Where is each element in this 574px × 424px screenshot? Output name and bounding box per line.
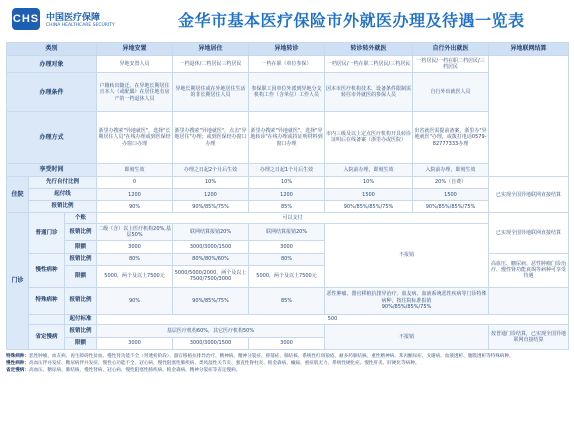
row-label: 报销比例 xyxy=(65,325,97,337)
col-network: 异地联网结算 xyxy=(489,43,569,56)
cell: 1200 xyxy=(249,189,325,201)
row-label: 个账 xyxy=(65,213,97,224)
row-label: 起付线 xyxy=(29,189,97,201)
col-referral: 转诊转外就医 xyxy=(325,43,413,56)
cell: 500 xyxy=(97,314,569,325)
cell: 80% xyxy=(249,253,325,265)
cell: 联网结算报销20% xyxy=(173,224,249,241)
row-label: 办理条件 xyxy=(7,73,97,112)
cell: 20%（自费） xyxy=(413,176,489,188)
cell-note: 高血压、糖尿病、恶性肿瘤门诊治疗、慢性肾功能衰竭等病种可享受待遇 xyxy=(489,253,569,287)
cell: 3000/3000/1500 xyxy=(173,337,249,349)
row-label: 报销比例 xyxy=(29,201,97,213)
cell: 3000 xyxy=(97,241,173,253)
footnotes xyxy=(6,353,568,374)
cell: 二级（含）以上医疗机构20%,基层50% xyxy=(97,224,173,241)
row-label: 慢性病种 xyxy=(29,253,65,287)
row-label: 办理对象 xyxy=(7,56,97,73)
note-text: 高血压伴并发症、糖尿病伴并发症、慢性心功能不全、冠心病、慢性阻塞性肺疾病、类风湿性关节炎、强直性脊柱炎、帕金森病、癫痫、重症肌无力、系统性硬化症、慢性肝炎、肝硬化等病种。 xyxy=(28,361,420,367)
table-row xyxy=(7,287,569,314)
cell: 90%/85%/75% xyxy=(173,201,249,213)
cell-empty xyxy=(489,287,569,314)
special-desc: 恶性肿瘤、器官移植抗排异治疗、血友病、血液系统恶性疾病等门诊特殊病种，按住院标准报销 xyxy=(326,291,487,304)
cell: 80% xyxy=(97,253,173,265)
note-special xyxy=(6,353,568,360)
cell: 3000 xyxy=(249,337,325,349)
row-label: 普通门诊 xyxy=(29,213,65,253)
cell: 一档居民/一档在职二档居民/三档居民 xyxy=(413,56,489,73)
cell: 参保职工因单位外派到异地分支机构工作（含单位）工作人员 xyxy=(249,73,325,112)
table-row xyxy=(7,224,569,241)
cell: 90%/85%/85%/75% xyxy=(325,201,413,213)
table-row xyxy=(7,176,569,188)
cell: 90%/85%/75% xyxy=(173,287,249,314)
cell: 浙里办搜索"异地就医"，选择"异地转诊"在线办理或持证明材料到窗口办理 xyxy=(249,112,325,163)
table-row xyxy=(7,163,569,176)
cell: 5000，两个及以上7500元 xyxy=(97,265,173,287)
table-row xyxy=(7,314,569,325)
cell: 浙里办搜索"异地就医"，点击"异地居住"办理；或到医保经办窗口办理 xyxy=(173,112,249,163)
cell: 5000，两个及以上7500元 xyxy=(249,265,325,287)
cell: 1200 xyxy=(97,189,173,201)
cell: 入院前办理，即刻生效 xyxy=(325,163,413,176)
row-label: 报销比例 xyxy=(65,224,97,241)
cell: 因本市医疗机构技术、设备条件限制需转往市外就医的参保人员 xyxy=(325,73,413,112)
cell: 80%/80%/60% xyxy=(173,253,249,265)
cell-special xyxy=(325,287,489,314)
table-row xyxy=(7,213,569,224)
group-outpatient: 门诊 xyxy=(7,213,29,350)
logo xyxy=(12,8,115,30)
cell: 异地长期居住或在外地居住生活的非长期居住人员 xyxy=(173,73,249,112)
cell: 基层医疗机构60%，其它医疗机构50% xyxy=(97,325,325,337)
page-title: 金华市基本医疗保险市外就医办理及待遇一览表 xyxy=(178,11,525,30)
row-label: 限额 xyxy=(65,265,97,287)
cell: 1500 xyxy=(413,189,489,201)
col-reside: 异地居住 xyxy=(173,43,249,56)
note-label: 特殊病种： xyxy=(6,354,29,359)
table-header-row xyxy=(7,43,569,56)
cell: 90%/85%/85%/75% xyxy=(413,201,489,213)
cell: 一档在职（单位参保） xyxy=(249,56,325,73)
col-transfer: 异地转诊 xyxy=(249,43,325,56)
cell: 90% xyxy=(97,287,173,314)
cell: 出省就医需提前备案，浙里办"异地就医"办理，或拨打电话0579-82777333办理 xyxy=(413,112,489,163)
header xyxy=(0,0,574,40)
cell-empty xyxy=(29,314,65,325)
cell-network: 已实现全国异地联网直接结算 xyxy=(489,213,569,253)
row-label: 特殊病种 xyxy=(29,287,65,314)
cell-none: 不报销 xyxy=(325,224,489,287)
cell: 1200 xyxy=(173,189,249,201)
row-label: 报销比例 xyxy=(65,253,97,265)
note-province xyxy=(6,367,568,374)
cell: 联网结算报销20% xyxy=(249,224,325,241)
cell: 办理之日起2个月后生效 xyxy=(173,163,249,176)
row-label: 先行自付比例 xyxy=(29,176,97,188)
cell: 3000/3000/1500 xyxy=(173,241,249,253)
logo-text xyxy=(46,10,115,28)
special-ratio: 90%/85%/85%/75% xyxy=(381,303,432,310)
note-label: 慢性病种： xyxy=(6,361,29,367)
cell: 3000 xyxy=(249,241,325,253)
row-label: 限额 xyxy=(65,337,97,349)
cell-network: 按普通门诊结算，已实现全国异地联网直接结算 xyxy=(489,325,569,350)
chs-logo-icon: CHS xyxy=(12,8,40,30)
col-self: 自行外出就医 xyxy=(413,43,489,56)
cell: 90% xyxy=(97,201,173,213)
cell: 办理之日起1个月后生效 xyxy=(249,163,325,176)
cell: 1500 xyxy=(325,189,413,201)
table-row xyxy=(7,189,569,201)
row-label: 省定慢病 xyxy=(29,325,65,350)
table-row xyxy=(7,201,569,213)
cell-network: 已实现全国异地联网直接结算 xyxy=(489,176,569,213)
note-chronic xyxy=(6,360,568,367)
cell: 户籍转出随迁、在异地长期居住且本人（或配偶）在居住地有房产的一档退休人员 xyxy=(97,73,173,112)
cell: 10% xyxy=(173,176,249,188)
cell: 浙里办搜索"异地就医"，选择"长期居住人员"在线办理或到医保经办窗口办理 xyxy=(97,112,173,163)
table-row xyxy=(7,73,569,112)
cell: 入院前办理，即刻生效 xyxy=(413,163,489,176)
note-label: 省定慢病： xyxy=(6,368,29,374)
cell: 5000/5000/2000，两个及以上7500/7500/3000 xyxy=(173,265,249,287)
group-inpatient: 住院 xyxy=(7,176,29,213)
logo-name-cn: 中国医疗保障 xyxy=(46,13,101,23)
logo-name-en: CHINA HEALTHCARE SECURITY xyxy=(46,23,115,28)
row-label: 限额 xyxy=(65,241,97,253)
col-category: 类别 xyxy=(7,43,97,56)
note-text: 恶性肿瘤、血友病、再生障碍性贫血、慢性肾功能不全（肾透析阶段）、器官移植抗排异治疗、精神病、精神分裂症、抑郁症、肺结核、系统性红斑狼疮、耐多药肺结核、重性精神病、苯丙酮尿症、戈谢病、血液透析、腹膜透析等特殊病种。 xyxy=(28,354,514,359)
cell: 自行外出就医人员 xyxy=(413,73,489,112)
row-label: 办理方式 xyxy=(7,112,97,163)
row-label: 起付标准 xyxy=(65,314,97,325)
cell: 0 xyxy=(97,176,173,188)
table-row xyxy=(7,56,569,73)
cell: 10% xyxy=(249,176,325,188)
cell: 即刻生效 xyxy=(97,163,173,176)
row-label: 报销比例 xyxy=(65,287,97,314)
cell: 85% xyxy=(249,201,325,213)
col-resettle: 异地安置 xyxy=(97,43,173,56)
cell-none: 不报销 xyxy=(325,325,489,350)
cell: 异地安置人员 xyxy=(97,56,173,73)
cell: 可以支付 xyxy=(97,213,489,224)
cell: 市内三级及以上定点医疗机构开具转诊证明后在线备案（浙里办或医院） xyxy=(325,112,413,163)
policy-table xyxy=(6,42,568,350)
note-text: 高血压、糖尿病、肺结核、慢性肾病、冠心病、慢性阻塞性肺疾病、帕金森病、精神分裂症等省定慢病。 xyxy=(28,368,241,374)
cell: 85% xyxy=(249,287,325,314)
cell-empty xyxy=(489,56,569,177)
cell: 10% xyxy=(325,176,413,188)
table-row xyxy=(7,325,569,337)
cell: 一档居民/一档在职二档居民/三档居民 xyxy=(325,56,413,73)
cell: 3000 xyxy=(97,337,173,349)
table-row xyxy=(7,112,569,163)
cell: 一档退休/二档居民三档居民 xyxy=(173,56,249,73)
row-label: 享受时间 xyxy=(7,163,97,176)
